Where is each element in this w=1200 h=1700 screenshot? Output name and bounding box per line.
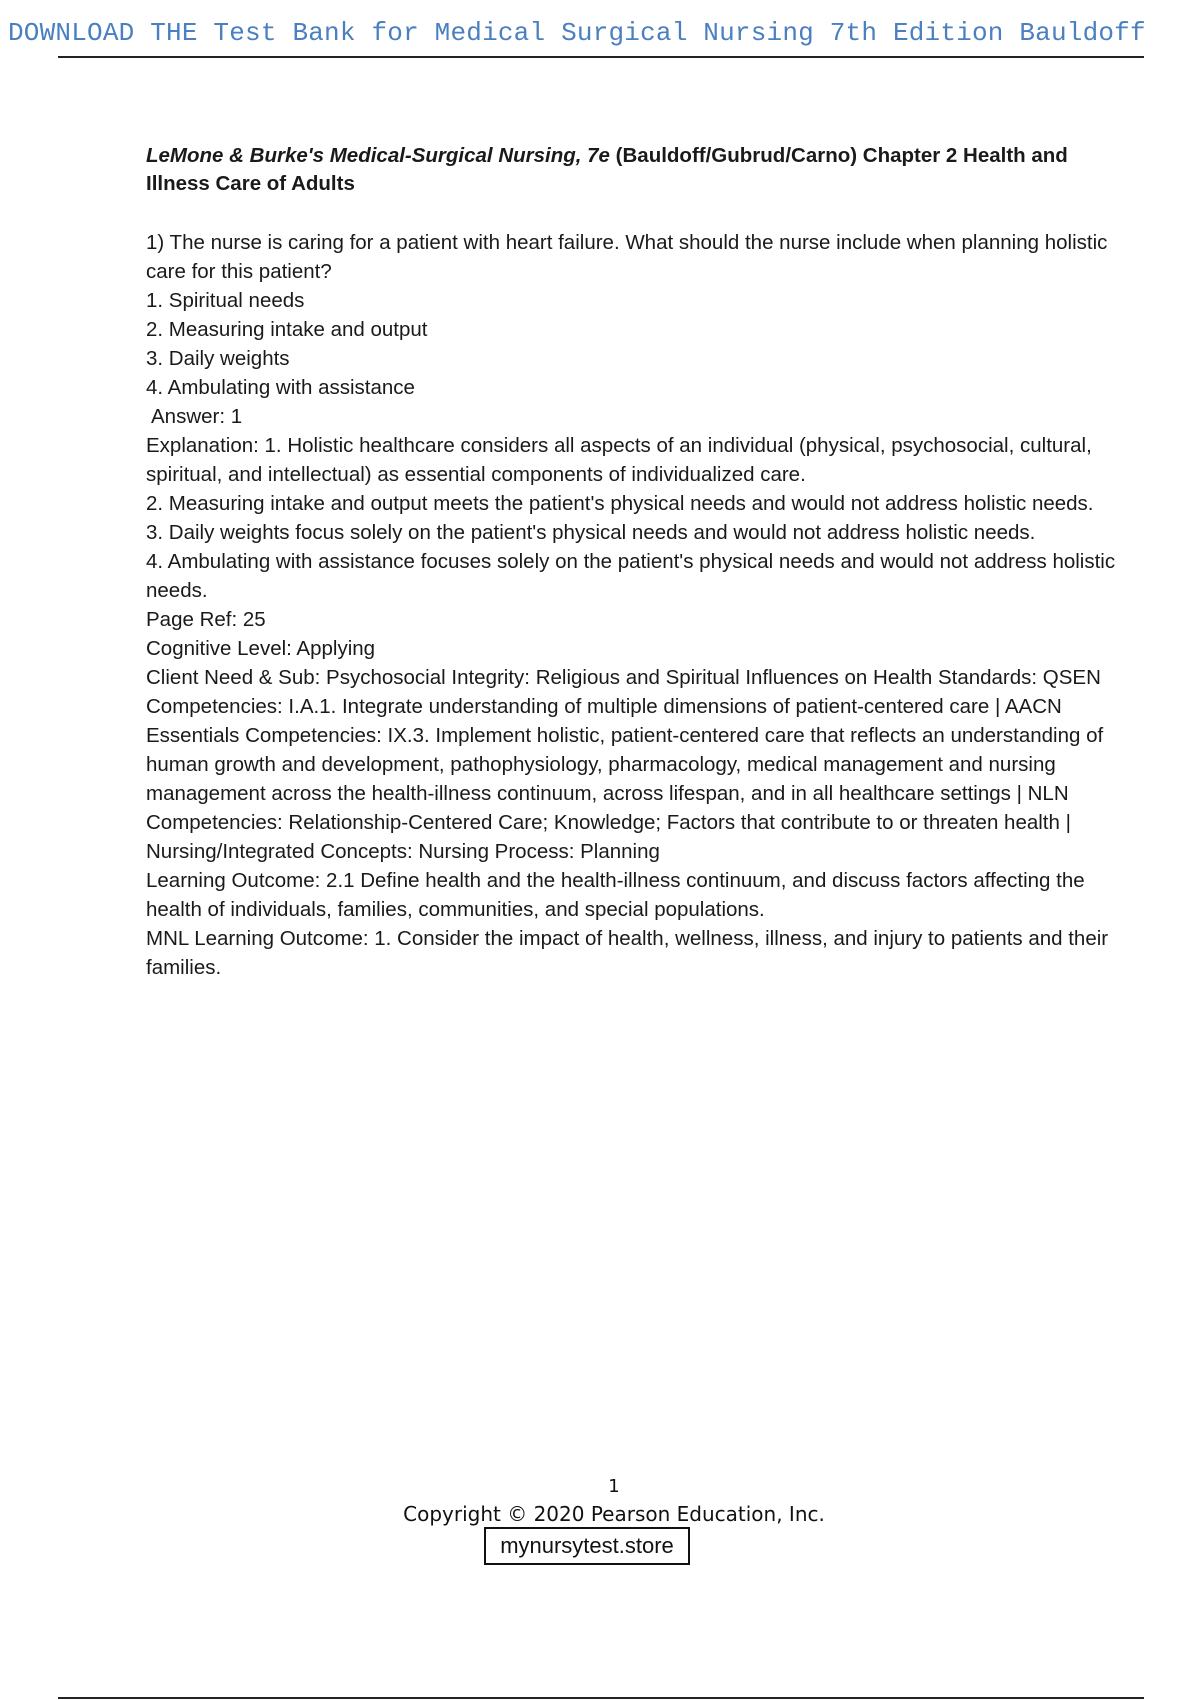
question-text: 1) The nurse is caring for a patient with heart failure. What should the nurse include when planning holistic care for this patient? xyxy=(146,231,1108,283)
option-2: 2. Measuring intake and output xyxy=(146,318,428,341)
option-4: 4. Ambulating with assistance xyxy=(146,376,415,399)
mnl-learning-outcome: MNL Learning Outcome: 1. Consider the impact of health, wellness, illness, and injury to patients and their families. xyxy=(146,927,1109,979)
explanation-2: 2. Measuring intake and output meets the patient's physical needs and would not address holistic needs. xyxy=(146,492,1094,515)
header-divider xyxy=(58,56,1144,58)
footer-divider xyxy=(58,1697,1144,1699)
explanation-3: 3. Daily weights focus solely on the patient's physical needs and would not address holistic needs. xyxy=(146,521,1036,544)
download-banner[interactable]: DOWNLOAD THE Test Bank for Medical Surgical Nursing 7th Edition Bauldoff xyxy=(8,18,1146,48)
option-3: 3. Daily weights xyxy=(146,347,290,370)
answer-options xyxy=(146,286,1136,402)
client-need: Client Need & Sub: Psychosocial Integrity: Religious and Spiritual Influences on Health Standards: QSEN Competencies: I.A.1. Integrate understanding of multiple dimensions of patient-centered care | AACN Essentials Competencies: IX.3. Implement holistic, patient-centered care that reflects an understanding of human growth and development, pathophysiology, pharmacology, medical management and nursing management across the health-illness continuum, across lifespan, and in all healthcare settings | NLN Competencies: Relationship-Centered Care; Knowledge; Factors that contribute to or threaten health | Nursing/Integrated Concepts: Nursing Process: Planning xyxy=(146,666,1104,863)
page-ref: Page Ref: 25 xyxy=(146,608,266,631)
explanation-4: 4. Ambulating with assistance focuses solely on the patient's physical needs and would not address holistic needs. xyxy=(146,550,1116,602)
cognitive-level: Cognitive Level: Applying xyxy=(146,637,376,660)
answer-line: Answer: 1 xyxy=(151,405,243,428)
store-link[interactable]: mynursytest.store xyxy=(484,1527,690,1565)
book-title: LeMone & Burke's Medical-Surgical Nursing, 7e xyxy=(146,144,610,167)
copyright-notice: Copyright © 2020 Pearson Education, Inc. xyxy=(403,1502,825,1526)
chapter-title: (Bauldoff/Gubrud/Carno) Chapter 2 Health and Illness Care of Adults xyxy=(146,144,1068,195)
document-title xyxy=(146,142,1136,198)
explanation-1: Explanation: 1. Holistic healthcare considers all aspects of an individual (physical, psychosocial, cultural, spiritual, and intellectual) as essential components of individualized care. xyxy=(146,434,1092,486)
document-body xyxy=(146,142,1136,982)
learning-outcome: Learning Outcome: 2.1 Define health and the health-illness continuum, and discuss factors affecting the health of individuals, families, communities, and special populations. xyxy=(146,869,1085,921)
page-number: 1 xyxy=(608,1476,620,1497)
option-1: 1. Spiritual needs xyxy=(146,289,305,312)
